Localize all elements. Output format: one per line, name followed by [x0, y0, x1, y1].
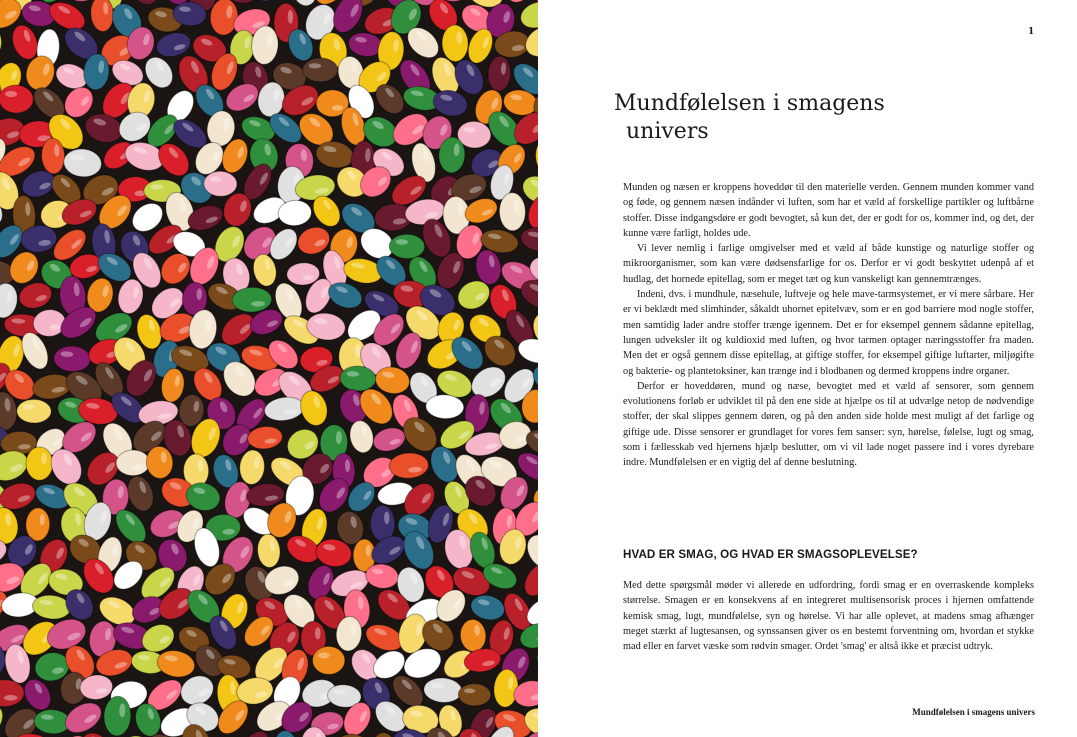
jelly-bean [459, 618, 487, 652]
jelly-bean [17, 399, 52, 423]
running-footer: Mundfølelsen i smagens univers [912, 707, 1035, 717]
text-page [538, 0, 1077, 737]
jelly-bean [116, 450, 150, 476]
jelly-bean [238, 449, 266, 485]
jelly-bean [130, 0, 163, 7]
jelly-bean [458, 683, 491, 706]
jelly-bean [499, 192, 526, 231]
jelly-bean [423, 677, 463, 704]
paragraph: Indeni, dvs. i mundhule, næsehule, luftveje og hele mave-tarmsystemet, er vi mere sårbare. Her er vi beklædt med slimhinder, såkaldt uhornet epitelvæv, som er en god barriere mod nogle stoffer, men samtidig lader andre stoffer trænge igennem. Det er for eksempel gennem sådanne epitellag, lungen udveksler ilt og kuldioxid med luften, og hvor tarmen optager næringsstoffer fra maden. Men det er også gennem disse epitellag, at giftige stoffer, for eksempel giftige luftarter, miljøgifte og bakterie- og plantetoksiner, kan trænge ind i blodbanen og dermed kroppens indre organer. [623, 289, 1034, 377]
page-title-line-1: Mundfølelsen i smagens [614, 91, 885, 116]
jelly-bean [90, 0, 115, 32]
jelly-bean [519, 559, 538, 601]
jelly-bean [519, 225, 538, 254]
jelly-bean [26, 447, 53, 480]
jelly-bean [328, 0, 369, 37]
jelly-bean [388, 452, 429, 479]
jelly-bean [468, 592, 507, 623]
jelly-bean-photo [0, 0, 538, 737]
paragraph: Vi lever nemlig i farlige omgivelser med et væld af både kunstige og naturlige stoffer og mikroorganismer, som kan være dødsensfarlige for os. Derfor er vi godt beskyttet udenpå af et hudlag, det hornede epitellag, som er meget tæt og kun vanskeligt kan gennemtrænges. [623, 243, 1034, 285]
jelly-bean-photo-canvas [0, 0, 538, 737]
page-title [614, 90, 994, 146]
jelly-bean [0, 85, 34, 114]
jelly-bean [517, 0, 538, 32]
jelly-bean [31, 593, 71, 620]
jelly-bean [441, 25, 468, 62]
jelly-bean [155, 648, 197, 681]
paragraph: Munden og næsen er kroppens hoveddør til den materielle verden. Gennem munden kommer vand og føde, og gennem næsen indånder vi luften, som har et væld af forskellige partikler og luftbårne stoffer. Disse indgangsdøre er godt bevogtet, så kun det, der er godt for os, kommer ind, og det, der kunne være farligt, holdes ude. [623, 182, 1034, 239]
jelly-bean [53, 345, 91, 372]
jelly-bean [0, 24, 4, 60]
jelly-bean [389, 234, 425, 259]
jelly-bean [123, 473, 157, 515]
body-text [623, 180, 1034, 471]
jelly-bean [430, 87, 470, 120]
section-heading: HVAD ER SMAG, OG HVAD ER SMAGSOPLEVELSE? [623, 548, 918, 561]
page-title-line-2: univers [626, 119, 709, 144]
jelly-bean [312, 646, 345, 675]
paragraph: Derfor er hoveddøren, mund og næse, bevogtet med et væld af sensorer, som gennem evolutionens forløb er udviklet til på den ene side at hjælpe os til at udvælge netop de nødvendige stoffer, der skal slippes gennem døren, og på den anden side holde mest muligt af det farlige og giftige ude. Disse sensorer er grundlaget for vores fem sanser: syn, hørelse, følelse, lugt og smag, som i fællesskab ved hjernens hjælp beslutter, om vi vil lade noget passere ind i vores dyrebare indre. Mundfølelsen er en vigtig del af denne beslutning. [623, 380, 1034, 469]
jelly-bean [103, 696, 131, 737]
page-number: 1 [1028, 27, 1035, 37]
jelly-bean [303, 58, 338, 82]
section-body-text [623, 578, 1034, 654]
jelly-bean [256, 533, 281, 568]
jelly-bean [62, 147, 102, 178]
jelly-bean [209, 0, 239, 36]
jelly-bean [487, 56, 511, 92]
jelly-bean [370, 424, 407, 455]
jelly-bean [203, 171, 237, 197]
paragraph: Med dette spørgsmål møder vi allerede en udfordring, fordi smag er en overraskende kompleks størrelse. Smagen er en konsekvens af en integreret multisensorisk proces i hjernen omfattende kemisk smag, lugt, mundfølelse, syn og hørelse. Vi har alle oplevet, at madens smag afhænger meget stærkt af lugtesansen, og synssansen giver os en bestemt forventning om, hvordan et stykke mad eller en farvet væske som rødvin smager. Ordet 'smag' er altså ikke et præcist udtryk. [623, 580, 1034, 653]
jelly-bean [347, 418, 376, 454]
